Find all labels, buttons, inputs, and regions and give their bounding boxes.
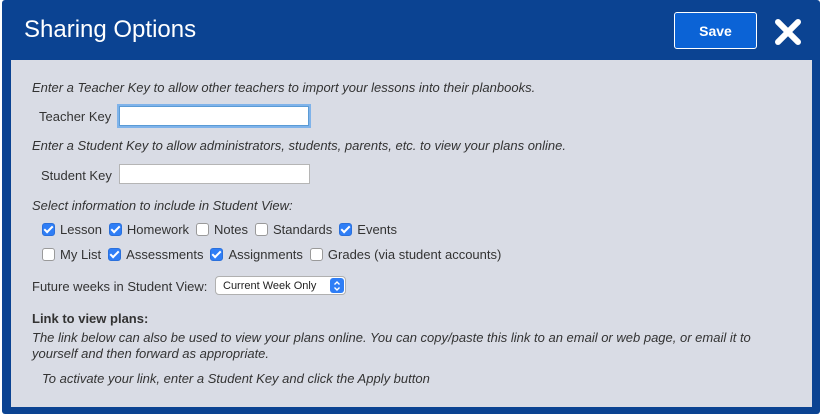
student-key-input[interactable] [119,164,310,184]
option-assignments[interactable] [210,247,302,262]
include-options-row-1 [42,222,404,237]
option-label: Lesson [60,222,102,237]
updown-chevron-icon [330,278,344,293]
close-button[interactable] [772,16,804,48]
student-key-instruction: Enter a Student Key to allow administrators, students, parents, etc. to view your plans online. [32,138,567,153]
option-label: Homework [126,222,190,237]
option-label: Assessments [126,247,204,262]
checkbox-lesson[interactable] [42,223,55,236]
link-description-line-2: yourself and then forward as appropriate. [32,346,270,361]
option-lesson[interactable] [42,222,102,237]
option-label: Events [357,222,398,237]
checkbox-assignments[interactable] [210,248,223,261]
save-button[interactable]: Save [674,12,757,49]
future-weeks-selected: Current Week Only [223,279,317,292]
include-heading: Select information to include in Student View: [32,198,293,213]
include-options-row-2 [42,247,508,262]
teacher-key-label: Teacher Key [39,109,112,124]
checkbox-grades[interactable] [310,248,323,261]
student-key-label: Student Key [41,168,112,183]
close-icon [772,16,804,48]
checkbox-homework[interactable] [109,223,122,236]
dialog-title: Sharing Options [24,16,197,43]
checkbox-standards[interactable] [255,223,268,236]
option-homework[interactable] [109,222,189,237]
sharing-options-dialog [2,0,820,414]
activate-link-hint: To activate your link, enter a Student Key and click the Apply button [42,371,430,386]
option-label: My List [60,247,102,262]
teacher-key-instruction: Enter a Teacher Key to allow other teachers to import your lessons into their planbooks. [32,80,536,95]
option-label: Standards [273,222,333,237]
option-standards[interactable] [255,222,332,237]
checkbox-events[interactable] [339,223,352,236]
option-my-list[interactable] [42,247,101,262]
content-panel [11,60,812,407]
checkbox-notes[interactable] [196,223,209,236]
option-events[interactable] [339,222,397,237]
link-heading: Link to view plans: [32,311,149,326]
teacher-key-input[interactable] [119,106,309,126]
checkbox-assessments[interactable] [108,248,121,261]
checkbox-my-list[interactable] [42,248,55,261]
option-grades[interactable] [310,247,501,262]
link-description-line-1: The link below can also be used to view your plans online. You can copy/paste this link to an email or web page, or email it to [32,330,751,345]
option-assessments[interactable] [108,247,203,262]
option-notes[interactable] [196,222,248,237]
future-weeks-select[interactable] [215,276,346,295]
option-label: Assignments [228,247,303,262]
future-weeks-label: Future weeks in Student View: [32,279,208,294]
option-label: Grades (via student accounts) [327,247,502,262]
option-label: Notes [214,222,249,237]
